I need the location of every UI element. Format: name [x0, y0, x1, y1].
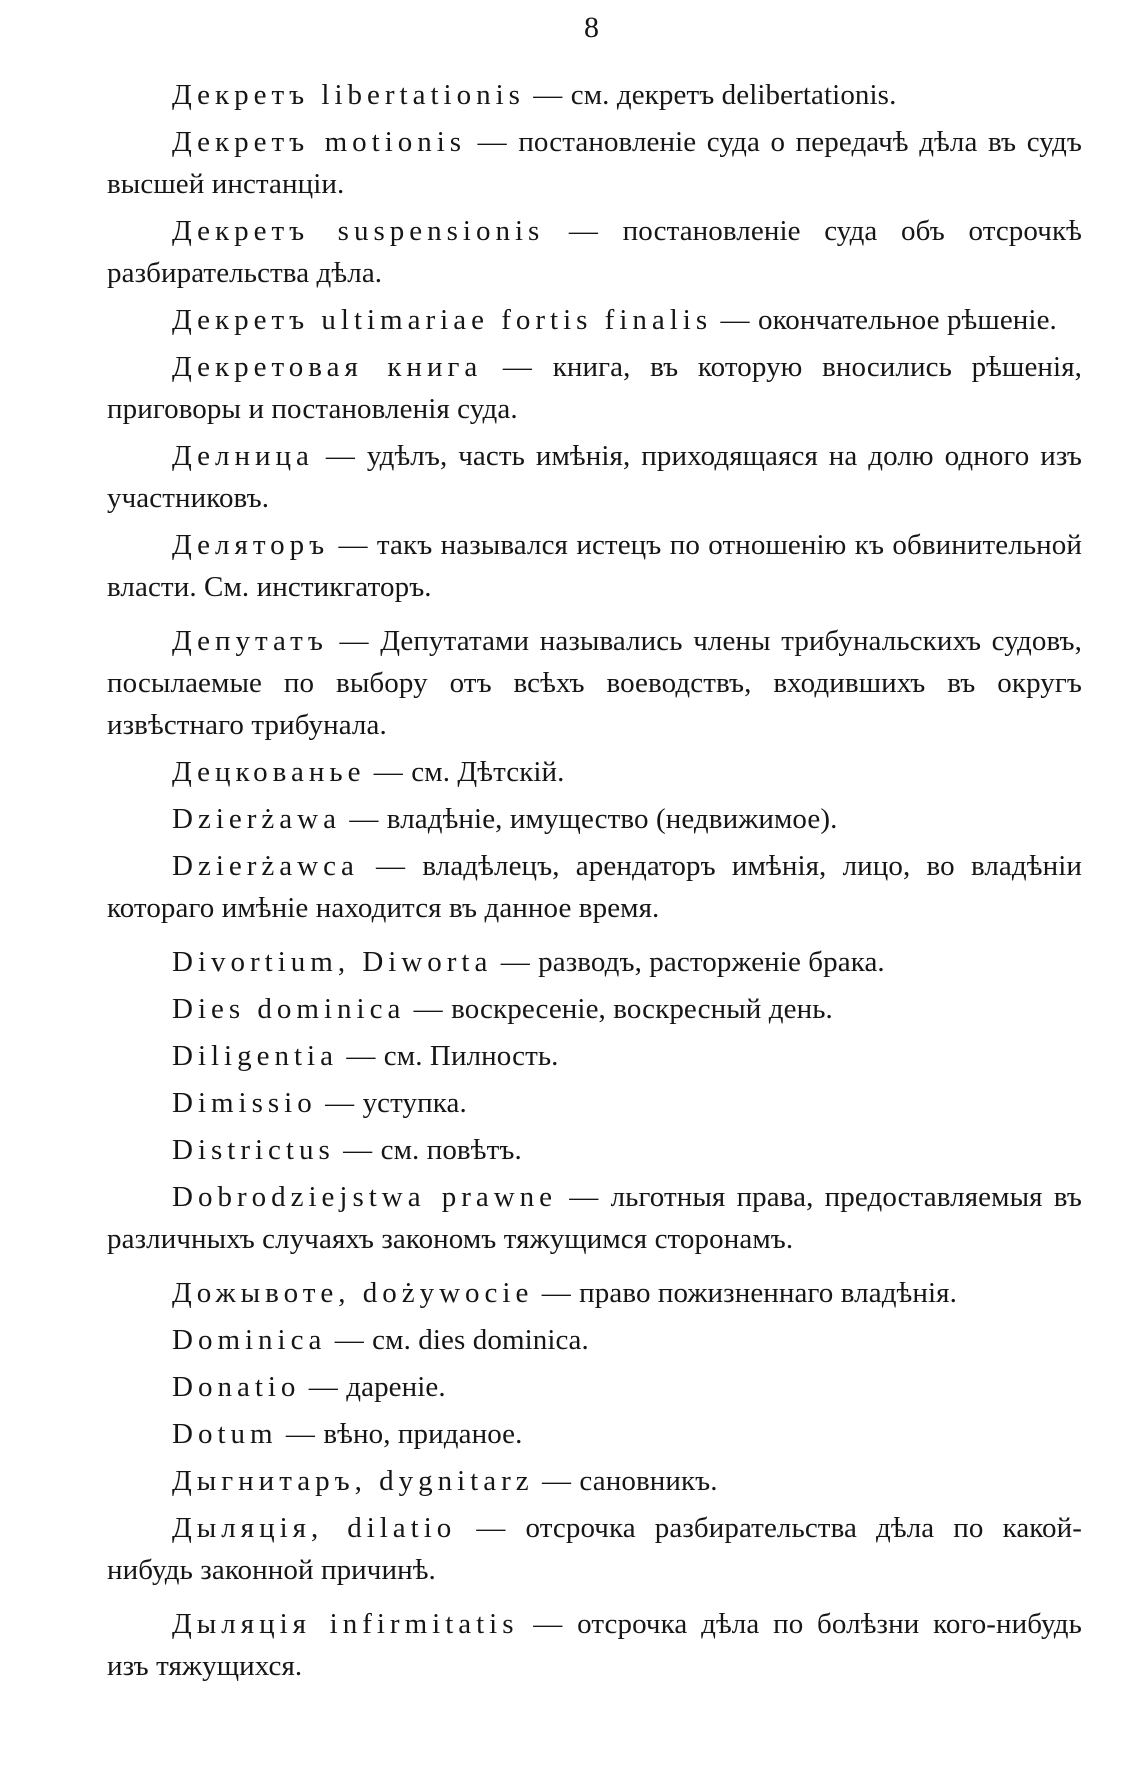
entry-term: Diligentia — [172, 1040, 338, 1072]
dictionary-entry: Dzierżawa — владѣніе, имущество (недвижимое). — [172, 803, 838, 835]
dictionary-entry: Дыгнитаръ, dygnitarz — сановникъ. — [172, 1465, 718, 1497]
entry-definition: см. повѣтъ. — [380, 1134, 522, 1166]
dictionary-entry: Дыляція, dilatio — отсрочка разбирательства дѣла по какой-нибудь законной причинѣ. — [107, 1512, 1082, 1586]
entry-definition: льготныя права, предоставляемыя въ различныхъ случаяхъ закономъ тяжущимся сторонамъ. — [107, 1181, 1082, 1255]
entry-definition: владѣніе, имущество (недвижимое). — [386, 803, 838, 835]
entry-definition: окончательное рѣшеніе. — [757, 304, 1057, 336]
dictionary-entry: Депутатъ — Депутатами назывались члены трибунальскихъ судовъ, посылаемые по выбору отъ всѣхъ воеводствъ, входившихъ въ округъ извѣстнаго трибунала. — [107, 625, 1082, 741]
entry-term: Dominica — [172, 1324, 327, 1356]
entry-definition: см. dies dominica. — [372, 1324, 589, 1356]
entry-definition: отсрочка разбирательства дѣла по какой-нибудь законной причинѣ. — [107, 1512, 1082, 1586]
entry-definition: см. декретъ delibertationis. — [570, 79, 897, 111]
dictionary-entry: Districtus — см. повѣтъ. — [172, 1134, 522, 1166]
entry-term: Дожывоте, dożywocie — [172, 1277, 534, 1309]
entry-definition: см. Дѣтскій. — [411, 756, 565, 788]
dictionary-entry: Dominica — см. dies dominica. — [172, 1324, 589, 1356]
dictionary-entry: Декретъ ultimariae fortis finalis — окончательное рѣшеніе. — [172, 304, 1057, 336]
entry-term: Декретъ motionis — [172, 126, 467, 158]
entry-term: Dzierżawa — [172, 803, 341, 835]
dictionary-entry: Dotum — вѣно, приданое. — [172, 1418, 523, 1450]
entry-definition: постановленіе суда о передачѣ дѣла въ судъ высшей инстанціи. — [107, 126, 1083, 200]
entry-term: Делница — [172, 440, 314, 472]
entry-term: Дыгнитаръ, dygnitarz — [172, 1465, 534, 1497]
entry-term: Децкованье — [172, 756, 366, 788]
dictionary-entry: Декретъ suspensionis — постановленіе суда объ отсрочкѣ разбирательства дѣла. — [107, 215, 1082, 289]
entry-term: Декретъ suspensionis — [172, 215, 545, 247]
dictionary-entry: Dobrodziejstwa prawne — льготныя права, предоставляемыя въ различныхъ случаяхъ закономъ тяжущимся сторонамъ. — [107, 1181, 1082, 1255]
entry-term: Дыляція infirmitatis — [172, 1608, 519, 1640]
entry-term: Dobrodziejstwa prawne — [172, 1181, 558, 1213]
dictionary-entry: Делница — удѣлъ, часть имѣнія, приходящаяся на долю одного изъ участниковъ. — [107, 440, 1082, 514]
entry-definition: см. Пилность. — [383, 1040, 559, 1072]
entry-definition: удѣлъ, часть имѣнія, приходящаяся на долю одного изъ участниковъ. — [107, 440, 1082, 514]
dictionary-entry: Dimissio — уступка. — [172, 1087, 467, 1119]
dictionary-entry: Декретовая книга — книга, въ которую вносились рѣшенія, приговоры и постановленія суда. — [107, 351, 1082, 425]
dictionary-entry: Декретъ libertationis — см. декретъ delibertationis. — [172, 79, 897, 111]
dictionary-entry: Dies dominica — воскресеніе, воскресный день. — [172, 993, 833, 1025]
entry-term: Декретъ libertationis — [172, 79, 525, 111]
entry-term: Дыляція, dilatio — [172, 1512, 457, 1544]
entry-definition: отсрочка дѣла по болѣзни кого-нибудь изъ тяжущихся. — [107, 1608, 1082, 1682]
entry-definition: уступка. — [362, 1087, 467, 1119]
entry-term: Dimissio — [172, 1087, 317, 1119]
entry-term: Districtus — [172, 1134, 335, 1166]
entry-term: Divortium, Diworta — [172, 946, 493, 978]
dictionary-entry: Декретъ motionis — постановленіе суда о передачѣ дѣла въ судъ высшей инстанціи. — [107, 126, 1083, 200]
entry-definition: право пожизненнаго владѣнія. — [579, 1277, 957, 1309]
dictionary-entry: Divortium, Diworta — разводъ, расторженіе брака. — [172, 946, 885, 978]
entry-term: Donatio — [172, 1371, 301, 1403]
entry-definition: сановникъ. — [579, 1465, 718, 1497]
page-number: 8 — [584, 11, 599, 44]
entry-term: Депутатъ — [172, 625, 328, 657]
entry-definition: разводъ, расторженіе брака. — [538, 946, 885, 978]
entry-definition: постановленіе суда объ отсрочкѣ разбирательства дѣла. — [107, 215, 1082, 289]
dictionary-entry: Дыляція infirmitatis — отсрочка дѣла по болѣзни кого-нибудь изъ тяжущихся. — [107, 1608, 1082, 1682]
dictionary-entry: Donatio — дареніе. — [172, 1371, 446, 1403]
dictionary-entries — [107, 74, 1082, 1692]
entry-term: Декретовая книга — [172, 351, 483, 383]
entry-definition: воскресеніе, воскресный день. — [451, 993, 833, 1025]
entry-definition: такъ назывался истецъ по отношенію къ обвинительной власти. См. инстикгаторъ. — [107, 529, 1082, 603]
entry-term: Dzierżawca — [172, 850, 359, 882]
entry-definition: книга, въ которую вносились рѣшенія, приговоры и постановленія суда. — [107, 351, 1082, 425]
dictionary-entry: Деляторъ — такъ назывался истецъ по отношенію къ обвинительной власти. См. инстикгаторъ. — [107, 529, 1082, 603]
dictionary-entry: Diligentia — см. Пилность. — [172, 1040, 559, 1072]
entry-definition: Депутатами назывались члены трибунальскихъ судовъ, посылаемые по выбору отъ всѣхъ воеводствъ, входившихъ въ округъ извѣстнаго трибунала. — [107, 625, 1082, 741]
entry-term: Dies dominica — [172, 993, 406, 1025]
entry-definition: вѣно, приданое. — [323, 1418, 523, 1450]
entry-definition: дареніе. — [346, 1371, 446, 1403]
dictionary-entry: Децкованье — см. Дѣтскій. — [172, 756, 565, 788]
entry-term: Деляторъ — [172, 529, 330, 561]
entry-term: Декретъ ultimariae fortis finalis — [172, 304, 713, 336]
entry-term: Dotum — [172, 1418, 278, 1450]
dictionary-entry: Дожывоте, dożywocie — право пожизненнаго владѣнія. — [172, 1277, 957, 1309]
entry-definition: владѣлецъ, арендаторъ имѣнія, лицо, во владѣніи котораго имѣніе находится въ данное время. — [107, 850, 1082, 924]
dictionary-entry: Dzierżawca — владѣлецъ, арендаторъ имѣнія, лицо, во владѣніи котораго имѣніе находится въ данное время. — [107, 850, 1082, 924]
